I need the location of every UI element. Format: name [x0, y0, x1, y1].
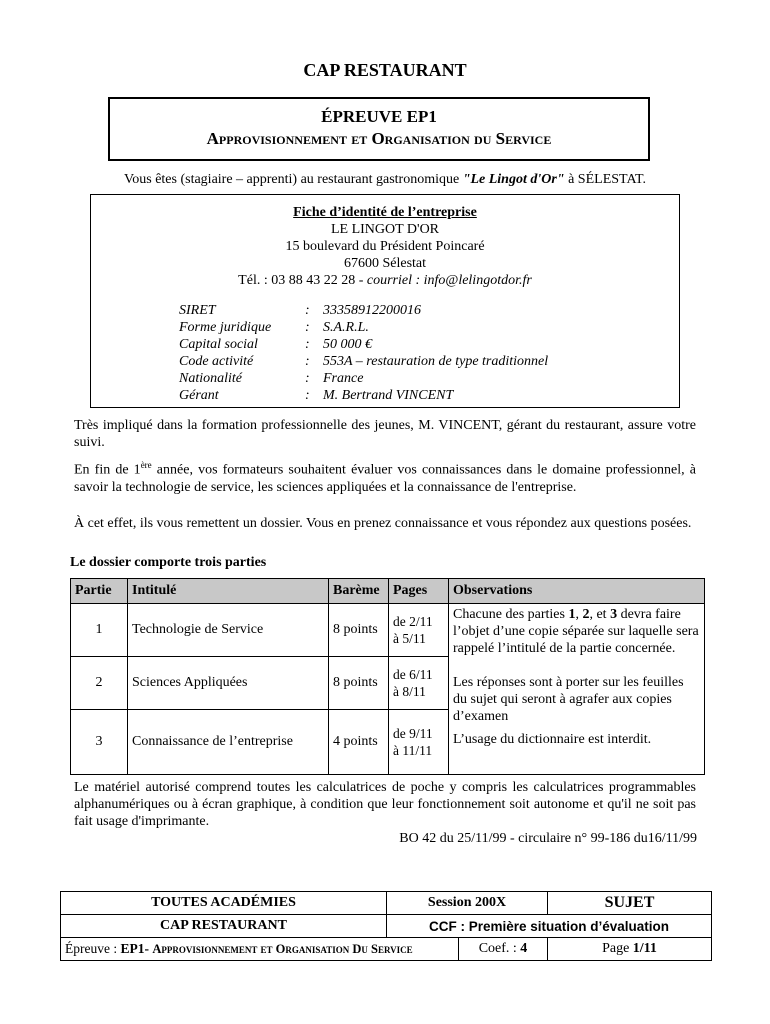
p2-end: année, vos formateurs souhaitent évaluer vos connaissances dans le domaine professionnel, à savoir la technologie de service, les sciences appliquées et la connaissance de l'entreprise. — [74, 462, 696, 495]
obs-text: , — [575, 607, 583, 622]
p2-superscript: ère — [140, 460, 152, 470]
footer-ccf: CCF : Première situation d’évaluation — [387, 915, 712, 938]
company-email: courriel : info@lelingotdor.fr — [366, 273, 532, 288]
field-value: 33358912200016 — [323, 303, 421, 318]
footer-page — [548, 938, 712, 961]
part-pages — [389, 657, 449, 710]
field-label: Code activité — [179, 354, 254, 369]
company-name: LE LINGOT D'OR — [330, 222, 440, 237]
identity-row: Nationalité : France — [179, 370, 548, 387]
footer-cap: CAP RESTAURANT — [61, 915, 387, 938]
part-pages — [389, 604, 449, 657]
epreuve-label: Épreuve : — [65, 941, 121, 956]
field-label: SIRET — [179, 303, 216, 318]
obs-bold: 3 — [610, 607, 618, 622]
obs-text: Chacune des parties — [453, 607, 569, 622]
restaurant-name: "Le Lingot d'Or" — [462, 172, 565, 187]
field-label: Gérant — [179, 388, 219, 403]
table-header-row — [71, 579, 705, 604]
obs-parts — [453, 606, 700, 657]
table-row — [71, 604, 705, 657]
part-title: Technologie de Service — [128, 604, 329, 657]
part-title: Sciences Appliquées — [128, 657, 329, 710]
epreuve-code: EP1- — [120, 941, 153, 956]
footer-epreuve-wrap — [61, 938, 547, 960]
identity-fields — [179, 302, 548, 404]
company-address-city: 67600 Sélestat — [343, 256, 427, 271]
coef-label: Coef. : — [478, 941, 521, 956]
field-value: M. Bertrand VINCENT — [323, 388, 454, 403]
company-address-street: 15 boulevard du Président Poincaré — [285, 239, 485, 254]
exam-title-box — [108, 97, 650, 161]
col-header-pages: Pages — [389, 579, 449, 604]
footer-epreuve-cell — [61, 938, 548, 961]
footer-session: Session 200X — [387, 892, 548, 915]
part-score: 8 points — [329, 604, 389, 657]
pages-to: à 11/11 — [393, 743, 433, 758]
obs-answers: Les réponses sont à porter sur les feuilles du sujet qui seront à agrafer aux copies d’examen — [453, 675, 684, 724]
identity-heading: Fiche d’identité de l’entreprise — [293, 205, 477, 220]
field-value: 50 000 € — [323, 337, 372, 352]
field-label: Capital social — [179, 337, 258, 352]
exam-code: ÉPREUVE EP1 — [321, 107, 437, 126]
part-title: Connaissance de l’entreprise — [128, 710, 329, 775]
p2-start: En fin de 1 — [74, 462, 141, 478]
footer-coef — [458, 938, 547, 960]
page-value: 1/11 — [632, 941, 657, 956]
part-pages — [389, 710, 449, 775]
footer-row — [61, 915, 712, 938]
col-header-part: Partie — [71, 579, 128, 604]
field-value: France — [323, 371, 364, 386]
part-score: 4 points — [329, 710, 389, 775]
company-contact — [91, 272, 679, 289]
col-header-score: Barème — [329, 579, 389, 604]
identity-row: Capital social : 50 000 € — [179, 336, 548, 353]
epreuve-title: Approvisionnement et Organisation Du Service — [152, 942, 413, 956]
paragraph-follow-up: Très impliqué dans la formation professionnelle des jeunes, M. VINCENT, gérant du restaurant, assure votre suivi. — [74, 418, 696, 450]
pages-from: de 6/11 — [393, 667, 433, 682]
footer-academies: TOUTES ACADÉMIES — [61, 892, 387, 915]
col-header-title: Intitulé — [128, 579, 329, 604]
paragraph-evaluation — [74, 457, 696, 496]
obs-bold: 2 — [582, 607, 590, 622]
page-label: Page — [602, 941, 633, 956]
pages-from: de 9/11 — [393, 726, 433, 741]
company-phone: Tél. : 03 88 43 22 28 - — [238, 273, 367, 288]
regulation-reference: BO 42 du 25/11/99 - circulaire n° 99-186 du16/11/99 — [399, 831, 697, 846]
intro-after: à SÉLESTAT. — [564, 172, 647, 187]
coef-value: 4 — [520, 941, 528, 956]
observations-cell — [449, 604, 705, 775]
company-identity-card — [90, 194, 680, 408]
footer-epreuve — [61, 941, 458, 957]
intro-before: Vous êtes (stagiaire – apprenti) au restaurant gastronomique — [123, 172, 463, 187]
part-number: 3 — [71, 710, 128, 775]
obs-dictionary: L’usage du dictionnaire est interdit. — [453, 732, 652, 747]
footer-row — [61, 938, 712, 961]
field-label: Forme juridique — [179, 320, 272, 335]
document-title: CAP RESTAURANT — [303, 60, 467, 80]
exam-subject: Approvisionnement et Organisation du Service — [206, 129, 552, 148]
paragraph-dossier: À cet effet, ils vous remettent un dossier. Vous en prenez connaissance et vous répondez aux questions posées. — [74, 516, 692, 531]
obs-text: devra faire l’objet d’une copie séparée sur laquelle sera rappelé l’intitulé de la partie concernée. — [453, 607, 699, 656]
obs-bold: 1 — [568, 607, 576, 622]
field-value: 553A – restauration de type traditionnel — [323, 354, 549, 369]
obs-text: , et — [589, 607, 611, 622]
pages-to: à 5/11 — [393, 631, 426, 646]
identity-row: Forme juridique : S.A.R.L. — [179, 319, 548, 336]
part-number: 1 — [71, 604, 128, 657]
part-score: 8 points — [329, 657, 389, 710]
identity-row: Gérant : M. Bertrand VINCENT — [179, 387, 548, 404]
pages-to: à 8/11 — [393, 684, 426, 699]
intro-line — [0, 172, 770, 188]
part-number: 2 — [71, 657, 128, 710]
field-label: Nationalité — [179, 371, 242, 386]
footer-table — [60, 891, 712, 961]
parts-heading: Le dossier comporte trois parties — [70, 555, 267, 570]
identity-row: Code activité : 553A – restauration de type traditionnel — [179, 354, 549, 369]
footer-sujet: SUJET — [548, 892, 712, 915]
paragraph-materials: Le matériel autorisé comprend toutes les calculatrices de poche y compris les calculatrices programmables alphanumériques ou à écran graphique, à condition que leur fonctionnement soit autonome et qu'il ne soit pas fait usage d'imprimante. — [74, 780, 696, 829]
parts-table — [70, 578, 705, 775]
footer-row — [61, 892, 712, 915]
pages-from: de 2/11 — [393, 614, 433, 629]
identity-row: SIRET : 33358912200016 — [179, 302, 548, 319]
col-header-observations: Observations — [449, 579, 705, 604]
field-value: S.A.R.L. — [323, 320, 369, 335]
